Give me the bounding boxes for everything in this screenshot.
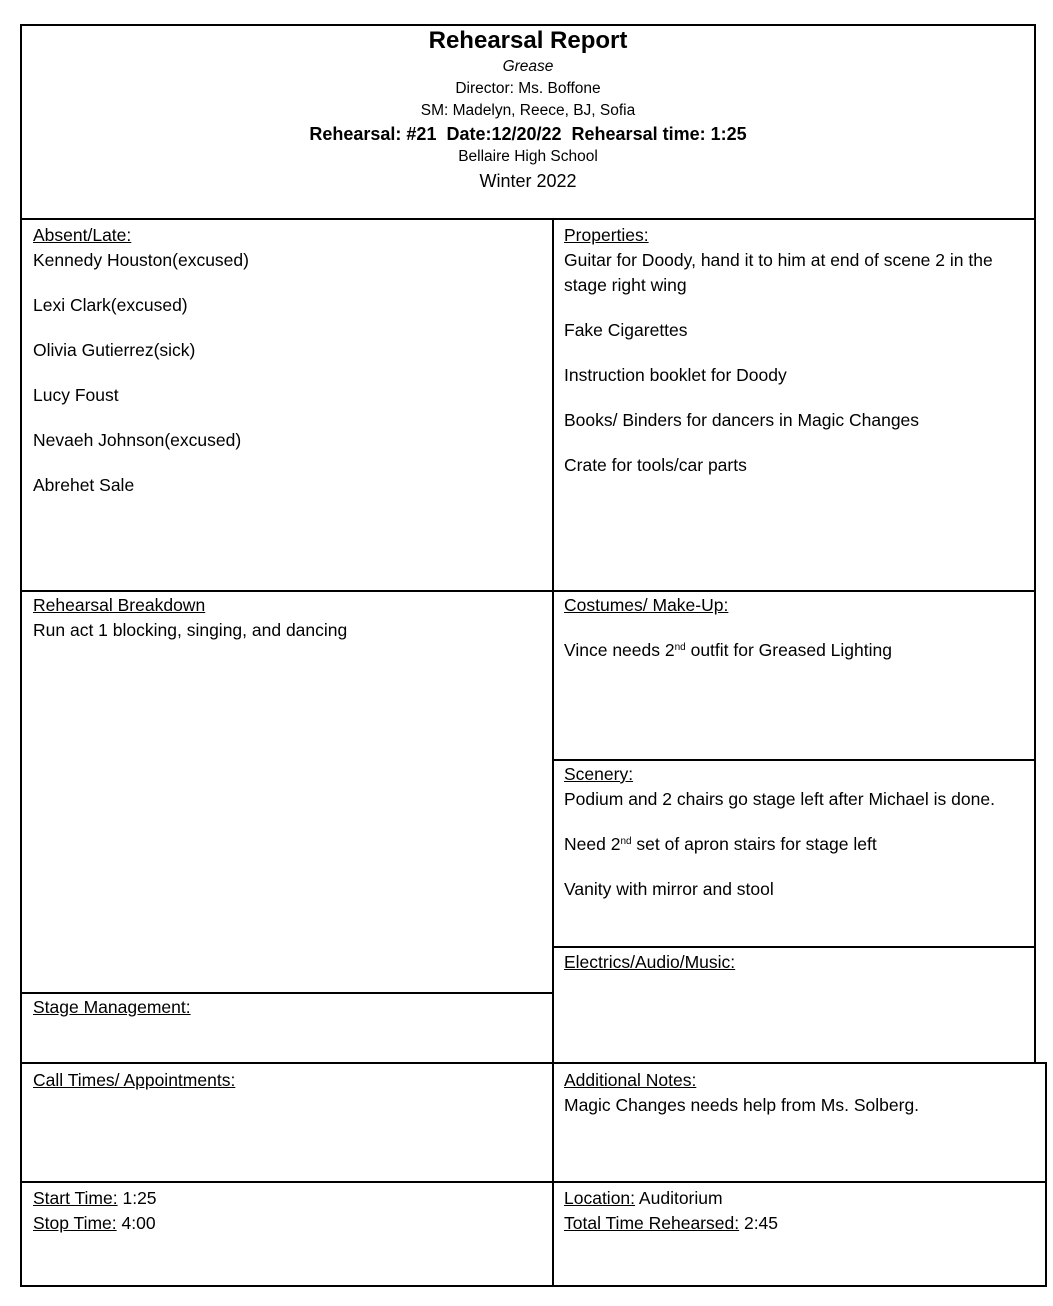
breakdown-text: Run act 1 blocking, singing, and dancing [33, 620, 348, 640]
location-row [564, 1186, 1033, 1211]
absent-item: Lexi Clark(excused) [33, 295, 188, 315]
property-item: Guitar for Doody, hand it to him at end of scene 2 in the stage right wing [564, 250, 993, 295]
report-title: Rehearsal Report [428, 27, 628, 54]
additional-notes-section [552, 1064, 1045, 1118]
report-header [22, 26, 1034, 193]
property-item: Instruction booklet for Doody [564, 365, 787, 385]
stage-management-section [21, 991, 552, 1020]
absent-item: Lucy Foust [33, 385, 119, 405]
absent-item: Abrehet Sale [33, 475, 135, 495]
costumes-heading: Costumes/ Make-Up: [564, 595, 729, 615]
absent-item: Olivia Gutierrez(sick) [33, 340, 196, 360]
location-label: Location: [564, 1188, 636, 1208]
stop-time-label: Stop Time: [33, 1213, 117, 1233]
properties-heading: Properties: [564, 225, 649, 245]
electrics-section [552, 946, 1034, 975]
start-time-label: Start Time: [33, 1188, 118, 1208]
scenery-item: Podium and 2 chairs go stage left after Michael is done. [564, 789, 995, 809]
breakdown-section [21, 589, 552, 643]
costume-item [564, 638, 1022, 663]
scenery-section [552, 758, 1034, 902]
stop-time-row [33, 1211, 540, 1236]
scenery-item-superscript: nd [620, 836, 632, 847]
scenery-item-text-end: set of apron stairs for stage left [631, 834, 877, 854]
show-title: Grease [502, 58, 554, 75]
total-time-row [564, 1211, 1033, 1236]
absent-item: Nevaeh Johnson(excused) [33, 430, 242, 450]
breakdown-box [20, 590, 554, 994]
stop-time-value: 4:00 [116, 1213, 156, 1233]
absent-heading: Absent/Late: [33, 225, 132, 245]
scenery-item: Vanity with mirror and stool [564, 879, 774, 899]
absent-section [21, 219, 552, 498]
scenery-item [564, 832, 1022, 857]
call-times-heading: Call Times/ Appointments: [33, 1070, 236, 1090]
rehearsal-info-line: Rehearsal: #21 Date:12/20/22 Rehearsal time: 1:25 [309, 124, 747, 144]
location-value: Auditorium [635, 1188, 723, 1208]
director-line: Director: Ms. Boffone [455, 80, 601, 97]
property-item: Crate for tools/car parts [564, 455, 747, 475]
stage-management-heading: Stage Management: [33, 997, 191, 1017]
school-line: Bellaire High School [458, 148, 598, 165]
scenery-item-text: Need 2 [564, 834, 621, 854]
start-time-row [33, 1186, 540, 1211]
property-item: Books/ Binders for dancers in Magic Changes [564, 410, 920, 430]
location-section [552, 1182, 1045, 1236]
times-section [21, 1182, 552, 1236]
additional-notes-text: Magic Changes needs help from Ms. Solberg. [564, 1095, 920, 1115]
call-times-section [21, 1064, 552, 1093]
scenery-heading: Scenery: [564, 764, 634, 784]
additional-notes-heading: Additional Notes: [564, 1070, 697, 1090]
total-time-label: Total Time Rehearsed: [564, 1213, 740, 1233]
electrics-heading: Electrics/Audio/Music: [564, 952, 736, 972]
property-item: Fake Cigarettes [564, 320, 688, 340]
properties-section [552, 219, 1034, 478]
breakdown-heading: Rehearsal Breakdown [33, 595, 206, 615]
start-time-value: 1:25 [117, 1188, 157, 1208]
costumes-section [552, 589, 1034, 663]
costume-item-text-end: outfit for Greased Lighting [685, 640, 892, 660]
total-time-value: 2:45 [739, 1213, 779, 1233]
stage-managers-line: SM: Madelyn, Reece, BJ, Sofia [420, 102, 636, 119]
season-line: Winter 2022 [479, 171, 577, 191]
costume-item-text: Vince needs 2 [564, 640, 675, 660]
absent-item: Kennedy Houston(excused) [33, 250, 249, 270]
costume-item-superscript: nd [674, 642, 686, 653]
